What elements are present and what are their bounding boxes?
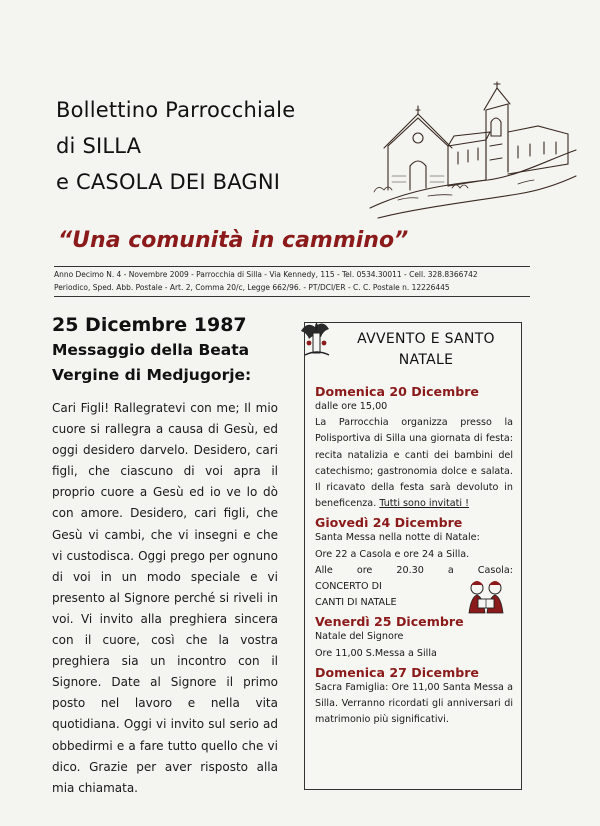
top-divider xyxy=(54,266,530,267)
section-24-line-1: Santa Messa nella notte di Natale: xyxy=(315,532,480,544)
section-25-line-1: Natale del Signore xyxy=(315,631,404,643)
section-27-text: Sacra Famiglia: Ore 11,00 Santa Messa a Silla. Verranno ricordati gli anniversari di matrimonio più significativi. xyxy=(315,681,513,726)
section-25-line-2: Ore 11,00 S.Messa a Silla xyxy=(315,647,437,659)
title-line-1: Bollettino Parrocchiale xyxy=(56,98,296,122)
bulletin-title xyxy=(56,92,295,200)
message-heading: Messaggio della Beata Vergine di Medjugorje: xyxy=(52,341,252,384)
message-column xyxy=(52,314,278,799)
title-line-2: di SILLA xyxy=(56,134,142,158)
carolers-icon xyxy=(463,579,511,615)
avvento-box xyxy=(304,322,522,790)
avvento-title-line-1: AVVENTO E SANTO xyxy=(357,331,495,347)
avvento-content xyxy=(315,381,513,728)
motto: “Una comunità in cammino” xyxy=(58,228,409,253)
avvento-heading xyxy=(333,329,519,371)
section-24-line-3: Alle ore 20.30 a Casola: xyxy=(315,564,513,576)
info-line-1: Anno Decimo N. 4 - Novembre 2009 - Parrocchia di Silla - Via Kennedy, 115 - Tel. 0534.30011 - Cell. 328.8366742 xyxy=(54,269,478,279)
concert-line: CANTI DI NATALE xyxy=(315,597,397,609)
bottom-divider xyxy=(54,296,530,297)
section-20-time: dalle ore 15,00 xyxy=(315,401,388,412)
message-body: Cari Figli! Rallegratevi con me; Il mio cuore si rallegra a causa di Gesù, ed oggi desidero darvelo. Desidero, cari figli, che ciascuno di voi apra il proprio cuore a Gesù ed io ve lo dò con amore. Desidero, cari figli, che Gesù vi cambi, che vi insegni e che vi custodisca. Oggi prego per ognuno di voi in un modo speciale e vi presento al Signore perché si riveli in voi. Vi invito alla preghiera sincera con il cuore, così che la vostra preghiera sia un incontro con il Signore. Date al Signore il primo posto nel lavoro e nella vita quotidiana. Oggi vi invito sul serio ad obbedirmi e a fare tutto quello che vi dico. Grazie per aver risposto alla mia chiamata. xyxy=(52,401,278,795)
concert-block xyxy=(315,579,513,611)
publication-info xyxy=(54,268,530,294)
info-line-2: Periodico, Sped. Abb. Postale - Art. 2, Comma 20/c, Legge 662/96. - PT/DCI/ER - C. C. Postale n. 12226445 xyxy=(54,282,450,292)
section-heading-27: Domenica 27 Dicembre xyxy=(315,664,479,680)
message-date: 25 Dicembre 1987 xyxy=(52,314,247,336)
section-24-line-2: Ore 22 a Casola e ore 24 a Silla. xyxy=(315,548,470,560)
section-20-description: La Parrocchia organizza presso la Polisportiva di Silla una giornata di festa: recita natalizia e canti dei bambini del catechismo; gastronomia dolce e salata. Il ricavato della festa sarà devoluto in beneficenza. xyxy=(315,417,513,510)
title-line-3: e CASOLA DEI BAGNI xyxy=(56,170,281,194)
church-drawing xyxy=(368,80,578,230)
invite-text: Tutti sono invitati ! xyxy=(379,498,469,510)
concert-line: CONCERTO DI xyxy=(315,581,382,593)
section-20-text xyxy=(315,415,513,512)
avvento-title-line-2: NATALE xyxy=(398,352,454,368)
section-heading-24: Giovedì 24 Dicembre xyxy=(315,515,463,531)
section-heading-25: Venerdì 25 Dicembre xyxy=(315,614,464,630)
section-heading-20: Domenica 20 Dicembre xyxy=(315,384,479,399)
